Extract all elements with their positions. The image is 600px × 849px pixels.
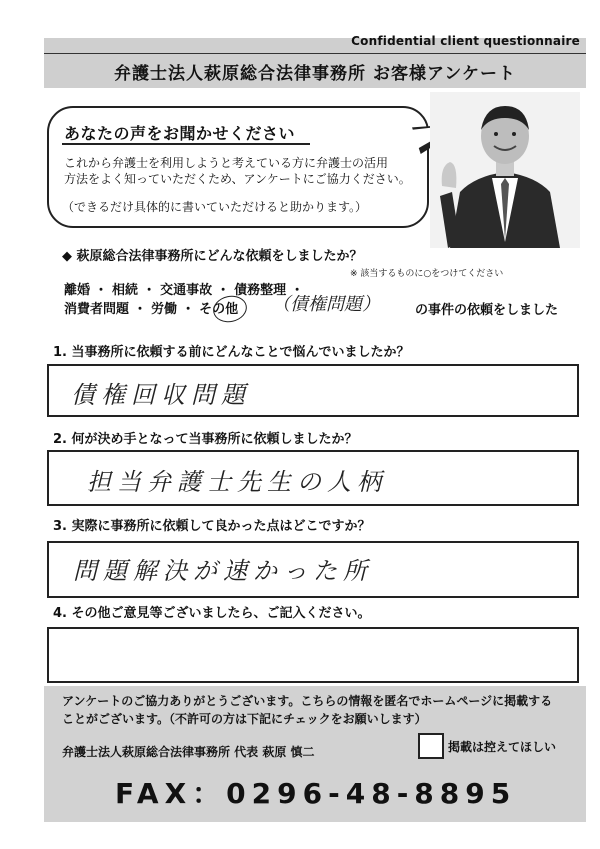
case-type-question: ◆ 萩原総合法律事務所にどんな依頼をしましたか？ xyxy=(62,249,363,264)
header-divider xyxy=(44,53,586,54)
page-title: 弁護士法人萩原総合法律事務所 お客様アンケート xyxy=(114,64,516,84)
lawyer-photo xyxy=(430,92,580,248)
bubble-heading: あなたの声をお聞かせください xyxy=(64,124,296,143)
answer-2-text: 担当弁護士先生の人柄 xyxy=(87,468,387,496)
answer-1-text: 債権回収問題 xyxy=(71,381,251,409)
opt-out-checkbox[interactable] xyxy=(418,733,444,759)
footer-thanks-line-1: アンケートのご協力ありがとうございます。こちらの情報を匿名でホームページに掲載する xyxy=(62,694,553,708)
case-type-options-line-2: 消費者問題 ・ 労働 ・ その他 xyxy=(64,302,239,317)
lawyer-portrait-icon xyxy=(430,92,580,248)
question-4-label: 4. その他ご意見等ございましたら、ご記入ください。 xyxy=(53,606,371,621)
answer-1-box[interactable] xyxy=(47,364,579,417)
question-1-label: 1. 当事務所に依頼する前にどんなことで悩んでいましたか？ xyxy=(53,345,410,360)
question-2-label: 2. 何が決め手となって当事務所に依頼しましたか？ xyxy=(53,432,358,447)
answer-2-box[interactable] xyxy=(47,450,579,506)
footer-thanks-line-2: ことがございます。（不許可の方は下記にチェックをお願いします） xyxy=(62,712,427,726)
opt-out-label: 掲載は控えてほしい xyxy=(448,740,557,754)
answer-3-text: 問題解決が速かった所 xyxy=(73,557,373,585)
bubble-line-2: 方法をよく知っていただくため、アンケートにご協力ください。 xyxy=(64,172,411,186)
question-3-label: 3. 実際に事務所に依頼して良かった点はどこですか？ xyxy=(53,519,371,534)
answer-3-box[interactable] xyxy=(47,541,579,598)
bubble-line-3: （できるだけ具体的に書いていただけると助かります。） xyxy=(62,200,368,214)
subtitle-en: Confidential client questionnaire xyxy=(351,34,580,48)
circle-instruction-note: ※ 該当するものに○をつけてください xyxy=(350,269,504,279)
case-type-options-line-1: 離婚 ・ 相続 ・ 交通事故 ・ 債務整理 ・ xyxy=(64,283,304,298)
fax-number: FAX：0296-48-8895 xyxy=(115,777,517,810)
bubble-line-1: これから弁護士を利用しようと考えている方に弁護士の活用 xyxy=(64,156,389,170)
case-type-suffix: の事件の依頼をしました xyxy=(415,303,559,318)
answer-4-box[interactable] xyxy=(47,627,579,683)
representative-line: 弁護士法人萩原総合法律事務所 代表 萩原 慎二 xyxy=(62,745,315,759)
bubble-heading-underline xyxy=(62,143,310,145)
other-handwritten-answer: （債権問題） xyxy=(272,294,380,315)
